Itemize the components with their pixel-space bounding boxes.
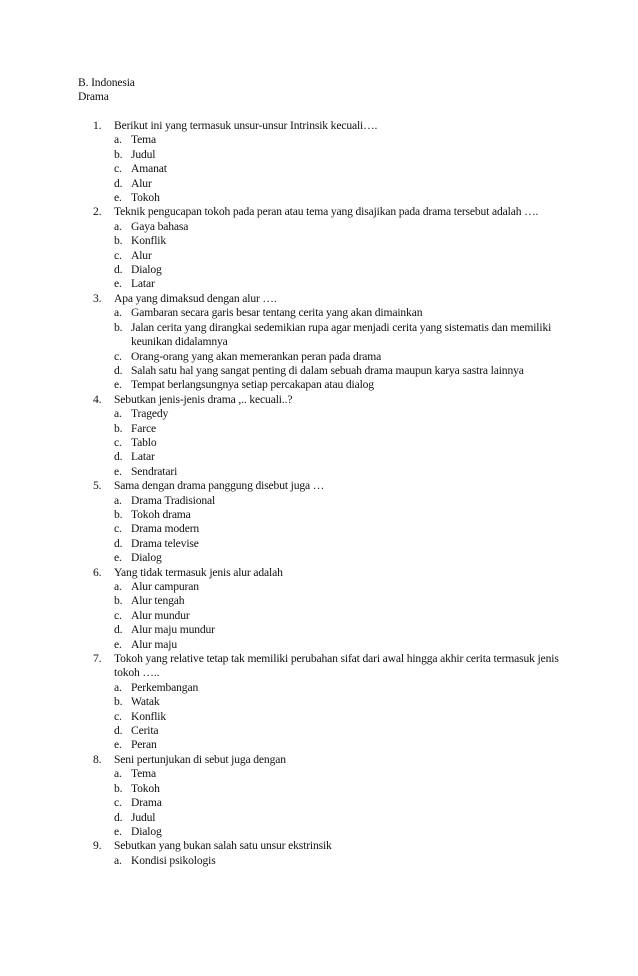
answer-option bbox=[114, 638, 563, 652]
option-text: Alur bbox=[131, 248, 152, 262]
option-letter: a. bbox=[114, 219, 122, 233]
option-letter: a. bbox=[114, 493, 122, 507]
option-text: Cerita bbox=[131, 724, 159, 738]
option-text: Dialog bbox=[131, 263, 162, 277]
question-item bbox=[93, 292, 563, 393]
option-letter: b. bbox=[114, 781, 123, 795]
answer-option bbox=[114, 508, 563, 522]
option-letter: c. bbox=[114, 796, 122, 810]
answer-option bbox=[114, 133, 563, 147]
option-letter: b. bbox=[114, 147, 123, 161]
option-text: Dialog bbox=[131, 551, 162, 565]
answer-option bbox=[114, 724, 563, 738]
answer-option bbox=[114, 811, 563, 825]
question-text: Sebutkan yang bukan salah satu unsur ekstrinsik bbox=[114, 839, 332, 853]
option-letter: d. bbox=[114, 724, 123, 738]
answer-option bbox=[114, 695, 563, 709]
option-text: Drama televise bbox=[131, 536, 199, 550]
answer-option bbox=[114, 465, 563, 479]
option-letter: d. bbox=[114, 176, 123, 190]
question-text: Sebutkan jenis-jenis drama ,.. kecuali..? bbox=[114, 392, 293, 406]
option-text: Farce bbox=[131, 421, 156, 435]
answer-option bbox=[114, 681, 563, 695]
answer-options bbox=[93, 854, 563, 868]
answer-option bbox=[114, 249, 563, 263]
option-letter: c. bbox=[114, 162, 122, 176]
option-text: Alur tengah bbox=[131, 594, 185, 608]
answer-option bbox=[114, 162, 563, 176]
question-item bbox=[93, 566, 563, 652]
option-letter: d. bbox=[114, 263, 123, 277]
option-letter: b. bbox=[114, 320, 123, 334]
subject-title: B. Indonesia bbox=[78, 76, 135, 89]
question-text: Sama dengan drama panggung disebut juga … bbox=[114, 479, 325, 493]
option-text: Tokoh drama bbox=[131, 507, 191, 521]
option-text: Alur campuran bbox=[131, 580, 199, 593]
option-letter: e. bbox=[114, 824, 122, 838]
question-item bbox=[93, 119, 563, 205]
question-item bbox=[93, 753, 563, 839]
answer-option bbox=[114, 350, 563, 364]
answer-option bbox=[114, 263, 563, 277]
answer-option bbox=[114, 738, 563, 752]
answer-option bbox=[114, 796, 563, 810]
question-number: 8. bbox=[93, 752, 102, 766]
answer-options bbox=[93, 580, 563, 652]
option-letter: c. bbox=[114, 709, 122, 723]
option-letter: a. bbox=[114, 580, 122, 593]
answer-option bbox=[114, 623, 563, 637]
answer-option bbox=[114, 364, 563, 378]
question-number: 3. bbox=[93, 291, 102, 305]
option-letter: e. bbox=[114, 551, 122, 565]
answer-option bbox=[114, 522, 563, 536]
answer-option bbox=[114, 551, 563, 565]
answer-option bbox=[114, 450, 563, 464]
answer-option bbox=[114, 710, 563, 724]
option-text: Peran bbox=[131, 738, 157, 752]
answer-option bbox=[114, 436, 563, 450]
option-text: Tragedy bbox=[131, 407, 169, 421]
option-text: Orang-orang yang akan memerankan peran pada drama bbox=[131, 349, 382, 363]
option-text: Tokoh bbox=[131, 191, 160, 205]
answer-options bbox=[93, 220, 563, 292]
option-letter: d. bbox=[114, 536, 123, 550]
answer-option bbox=[114, 321, 563, 350]
option-text: Tema bbox=[131, 133, 156, 147]
option-text: Drama bbox=[131, 796, 162, 810]
option-text: Konflik bbox=[131, 709, 167, 723]
option-text: Tablo bbox=[131, 435, 157, 449]
document-header bbox=[78, 76, 135, 105]
option-letter: a. bbox=[114, 853, 122, 867]
question-number: 4. bbox=[93, 392, 102, 406]
option-text: Gaya bahasa bbox=[131, 219, 189, 233]
answer-option bbox=[114, 306, 563, 320]
topic-title: Drama bbox=[78, 90, 109, 104]
answer-option bbox=[114, 177, 563, 191]
option-letter: d. bbox=[114, 623, 123, 637]
option-text: Drama Tradisional bbox=[131, 493, 216, 507]
question-item bbox=[93, 479, 563, 565]
option-text: Latar bbox=[131, 450, 155, 464]
option-text: Watak bbox=[131, 695, 160, 709]
answer-option bbox=[114, 825, 563, 839]
option-letter: b. bbox=[114, 507, 123, 521]
option-text: Latar bbox=[131, 277, 155, 291]
option-letter: b. bbox=[114, 695, 123, 709]
option-letter: b. bbox=[114, 421, 123, 435]
option-text: Perkembangan bbox=[131, 680, 199, 694]
answer-option bbox=[114, 422, 563, 436]
option-text: Tokoh bbox=[131, 781, 160, 795]
question-text: Apa yang dimaksud dengan alur …. bbox=[114, 291, 277, 305]
option-letter: a. bbox=[114, 133, 122, 147]
option-letter: c. bbox=[114, 435, 122, 449]
option-letter: e. bbox=[114, 191, 122, 205]
option-text: Judul bbox=[131, 147, 156, 161]
option-letter: d. bbox=[114, 810, 123, 824]
option-letter: c. bbox=[114, 248, 122, 262]
option-letter: d. bbox=[114, 363, 123, 377]
answer-option bbox=[114, 609, 563, 623]
answer-option bbox=[114, 191, 563, 205]
option-letter: c. bbox=[114, 608, 122, 622]
option-text: Judul bbox=[131, 810, 156, 824]
option-letter: e. bbox=[114, 637, 122, 651]
answer-option bbox=[114, 594, 563, 608]
option-text: Alur maju mundur bbox=[131, 623, 215, 637]
answer-option bbox=[114, 580, 563, 594]
option-text: Drama modern bbox=[131, 522, 200, 536]
question-item bbox=[93, 652, 563, 753]
option-letter: e. bbox=[114, 738, 122, 752]
option-text: Jalan cerita yang dirangkai sedemikian rupa agar menjadi cerita yang sistematis dan memiliki keunikan didalamnya bbox=[131, 320, 552, 349]
answer-options bbox=[93, 306, 563, 392]
option-letter: e. bbox=[114, 378, 122, 392]
answer-option bbox=[114, 537, 563, 551]
option-text: Alur bbox=[131, 176, 152, 190]
option-text: Amanat bbox=[131, 162, 167, 176]
question-number: 5. bbox=[93, 479, 102, 493]
answer-option bbox=[114, 854, 563, 868]
question-text: Teknik pengucapan tokoh pada peran atau tema yang disajikan pada drama tersebut adalah …. bbox=[114, 205, 539, 219]
question-number: 7. bbox=[93, 652, 102, 666]
option-letter: a. bbox=[114, 680, 122, 694]
question-item bbox=[93, 393, 563, 479]
answer-option bbox=[114, 220, 563, 234]
option-text: Konflik bbox=[131, 234, 167, 248]
question-item bbox=[93, 205, 563, 291]
option-letter: e. bbox=[114, 464, 122, 478]
answer-option bbox=[114, 782, 563, 796]
option-text: Dialog bbox=[131, 824, 162, 838]
option-text: Alur maju bbox=[131, 637, 177, 651]
answer-option bbox=[114, 234, 563, 248]
option-letter: c. bbox=[114, 349, 122, 363]
answer-option bbox=[114, 378, 563, 392]
answer-option bbox=[114, 407, 563, 421]
option-text: Gambaran secara garis besar tentang cerita yang akan dimainkan bbox=[131, 306, 423, 320]
question-text: Seni pertunjukan di sebut juga dengan bbox=[114, 752, 286, 766]
option-letter: c. bbox=[114, 522, 122, 536]
option-letter: a. bbox=[114, 407, 122, 421]
question-number: 9. bbox=[93, 839, 102, 853]
answer-options bbox=[93, 767, 563, 839]
answer-options bbox=[93, 133, 563, 205]
question-text: Tokoh yang relative tetap tak memiliki perubahan sifat dari awal hingga akhir cerita termasuk jenis tokoh ….. bbox=[114, 652, 559, 680]
answer-option bbox=[114, 767, 563, 781]
option-text: Tempat berlangsungnya setiap percakapan atau dialog bbox=[131, 378, 374, 392]
option-text: Tema bbox=[131, 767, 156, 781]
answer-option bbox=[114, 277, 563, 291]
option-text: Sendratari bbox=[131, 464, 178, 478]
option-letter: a. bbox=[114, 306, 122, 320]
answer-option bbox=[114, 148, 563, 162]
question-item bbox=[93, 839, 563, 868]
option-text: Alur mundur bbox=[131, 608, 190, 622]
question-list bbox=[93, 119, 563, 868]
option-letter: a. bbox=[114, 767, 122, 781]
option-letter: d. bbox=[114, 450, 123, 464]
answer-options bbox=[93, 407, 563, 479]
option-text: Kondisi psikologis bbox=[131, 853, 216, 867]
option-letter: b. bbox=[114, 594, 123, 608]
question-number: 2. bbox=[93, 205, 102, 219]
answer-options bbox=[93, 494, 563, 566]
question-text: Berikut ini yang termasuk unsur-unsur Intrinsik kecuali…. bbox=[114, 119, 378, 132]
answer-options bbox=[93, 681, 563, 753]
question-number: 1. bbox=[93, 119, 102, 132]
question-text: Yang tidak termasuk jenis alur adalah bbox=[114, 565, 283, 579]
answer-option bbox=[114, 494, 563, 508]
option-text: Salah satu hal yang sangat penting di dalam sebuah drama maupun karya sastra lainnya bbox=[131, 363, 524, 377]
option-letter: b. bbox=[114, 234, 123, 248]
question-number: 6. bbox=[93, 565, 102, 579]
option-letter: e. bbox=[114, 277, 122, 291]
